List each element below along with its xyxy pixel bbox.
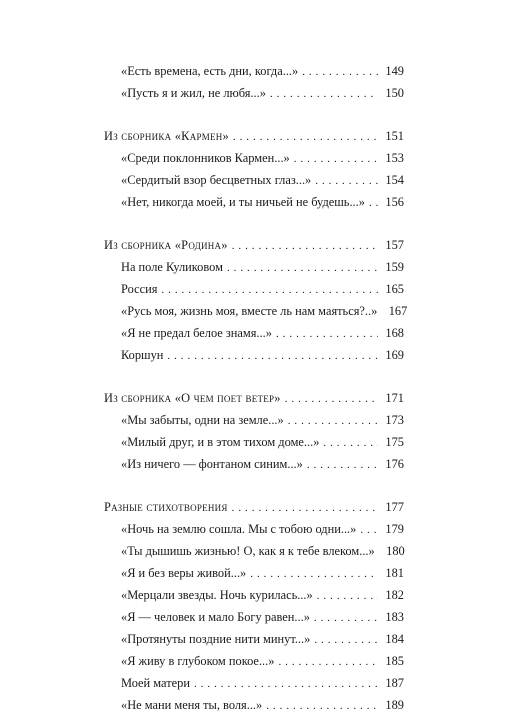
toc-entry-title: «Я и без веры живой...»	[121, 566, 247, 580]
toc-entry	[104, 562, 404, 584]
toc-entry	[104, 606, 404, 628]
dot-leader	[369, 192, 378, 214]
toc-entry	[104, 672, 404, 694]
toc-entry	[104, 147, 404, 169]
toc-section-heading	[104, 125, 404, 147]
toc-entry	[104, 431, 404, 453]
toc-entry-page: 181	[385, 566, 404, 580]
toc-section-title: Разные стихотворения	[104, 500, 228, 514]
toc-entry-page: 156	[385, 195, 404, 209]
toc-entry-page: 173	[385, 413, 404, 427]
dot-leader	[233, 126, 378, 148]
toc-entry-page: 184	[385, 632, 404, 646]
toc-entry	[104, 169, 404, 191]
toc-entry	[104, 409, 404, 431]
toc-entry-title: «Ты дышишь жизнью! О, как я к тебе влеком...»	[121, 544, 375, 558]
toc-entry-title: «Среди поклонников Кармен...»	[121, 151, 290, 165]
toc-entry-page: 153	[385, 151, 404, 165]
toc-entry-page: 182	[385, 588, 404, 602]
dot-leader	[250, 563, 378, 585]
toc-section-title: Из сборника «Кармен»	[104, 129, 229, 143]
toc-entry-page: 169	[385, 348, 404, 362]
toc-entry-page: 179	[385, 522, 404, 536]
toc-entry	[104, 584, 404, 606]
dot-leader	[278, 651, 378, 673]
toc-entry-page: 154	[385, 173, 404, 187]
toc-entry-title: «Ночь на землю сошла. Мы с тобою одни...»	[121, 522, 357, 536]
toc-entry	[104, 518, 404, 540]
toc-entry-title: «Мерцали звезды. Ночь курилась...»	[121, 588, 313, 602]
toc-entry-page: 185	[385, 654, 404, 668]
toc-section-continued	[104, 60, 404, 104]
dot-leader	[266, 695, 378, 717]
dot-leader	[270, 83, 378, 105]
dot-leader	[167, 345, 378, 367]
toc-entry	[104, 694, 404, 716]
toc-entry	[104, 191, 404, 213]
toc-entry-title: «Есть времена, есть дни, когда...»	[121, 64, 299, 78]
dot-leader	[323, 432, 378, 454]
toc-entry-title: «Не мани меня ты, воля...»	[121, 698, 263, 712]
dot-leader	[161, 279, 378, 301]
toc-entry	[104, 300, 408, 322]
dot-leader	[307, 454, 378, 476]
toc-section-veter	[104, 387, 404, 475]
toc-entry-title: «Милый друг, и в этом тихом доме...»	[121, 435, 320, 449]
toc-section-heading	[104, 387, 404, 409]
toc-entry-title: Моей матери	[121, 676, 190, 690]
toc-section-page: 177	[385, 500, 404, 514]
dot-leader	[360, 519, 378, 541]
dot-leader	[294, 148, 378, 170]
toc-entry-page: 183	[385, 610, 404, 624]
toc-entry-page: 168	[385, 326, 404, 340]
toc-entry-page: 159	[385, 260, 404, 274]
dot-leader	[302, 61, 378, 83]
toc-section-page: 171	[385, 391, 404, 405]
toc-section-rodina	[104, 234, 408, 366]
toc-section-heading	[104, 496, 404, 518]
toc-section-page: 151	[385, 129, 404, 143]
toc-entry-title: «Русь моя, жизнь моя, вместе ль нам маяться?..»	[121, 304, 378, 318]
toc-entry-title: «Протянуты поздние нити минут...»	[121, 632, 311, 646]
toc-entry	[104, 82, 404, 104]
dot-leader	[317, 585, 378, 607]
toc-entry-title: «Я — человек и мало Богу равен...»	[121, 610, 310, 624]
toc-section-title: Из сборника «О чем поет ветер»	[104, 391, 281, 405]
toc-entry-title: «Нет, никогда моей, и ты ничьей не будешь...»	[121, 195, 365, 209]
toc-entry-title: Коршун	[121, 348, 164, 362]
toc-entry-page: 165	[385, 282, 404, 296]
toc-section-karmen	[104, 125, 404, 213]
toc-entry	[104, 628, 404, 650]
toc-entry-title: «Я не предал белое знамя...»	[121, 326, 272, 340]
toc-entry-page: 150	[385, 86, 404, 100]
toc-entry	[104, 540, 404, 562]
dot-leader	[285, 388, 378, 410]
toc-entry-page: 149	[385, 64, 404, 78]
toc-entry-title: «Сердитый взор бесцветных глаз...»	[121, 173, 312, 187]
toc-entry	[104, 344, 404, 366]
toc-section-title: Из сборника «Родина»	[104, 238, 228, 252]
toc-entry	[104, 278, 404, 300]
dot-leader	[315, 170, 378, 192]
toc-entry	[104, 650, 404, 672]
toc-entry	[104, 453, 404, 475]
toc-entry	[104, 60, 404, 82]
toc-entry-page: 189	[385, 698, 404, 712]
toc-entry-title: «Я живу в глубоком покое...»	[121, 654, 275, 668]
toc-entry-title: «Из ничего — фонтаном синим...»	[121, 457, 303, 471]
dot-leader	[276, 323, 378, 345]
dot-leader	[194, 673, 378, 695]
toc-entry-title: На поле Куликовом	[121, 260, 223, 274]
dot-leader	[288, 410, 378, 432]
toc-entry-title: Россия	[121, 282, 158, 296]
toc-entry	[104, 322, 404, 344]
toc-entry-page: 176	[385, 457, 404, 471]
table-of-contents	[104, 60, 408, 716]
dot-leader	[314, 607, 378, 629]
dot-leader	[232, 497, 378, 519]
toc-entry-page: 175	[385, 435, 404, 449]
dot-leader	[227, 257, 378, 279]
dot-leader	[314, 629, 378, 651]
toc-section-page: 157	[385, 238, 404, 252]
toc-entry-page: 167	[388, 304, 408, 318]
toc-entry-title: «Мы забыты, одни на земле...»	[121, 413, 284, 427]
toc-section-raznye	[104, 496, 404, 716]
dot-leader	[232, 235, 378, 257]
toc-entry-page: 187	[385, 676, 404, 690]
toc-entry-page: 180	[386, 544, 405, 558]
toc-entry-title: «Пусть я и жил, не любя...»	[121, 86, 266, 100]
toc-entry	[104, 256, 404, 278]
toc-section-heading	[104, 234, 404, 256]
